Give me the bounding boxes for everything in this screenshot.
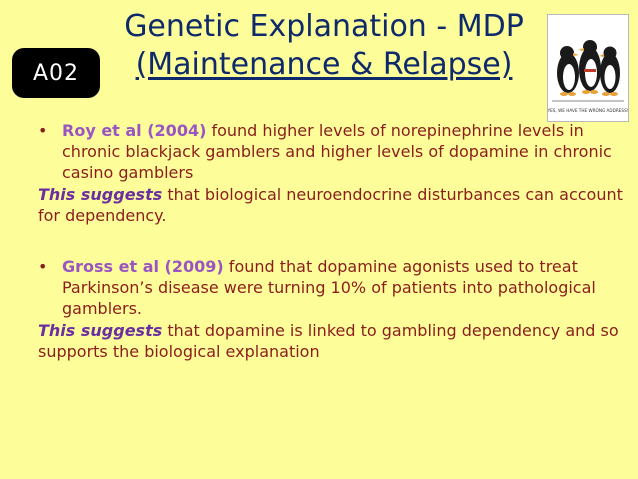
bullet-marker: • xyxy=(38,257,48,276)
bullet-text: found higher levels of norepinephrine levels in chronic blackjack gamblers and higher levels of dopamine in chronic casino gamblers xyxy=(62,121,612,182)
bullet-point-1 xyxy=(38,120,628,183)
citation-roy: Roy et al (2004) xyxy=(62,121,207,140)
suggestion-2 xyxy=(38,320,628,362)
suggestion-text: that biological neuroendocrine disturbances can account for dependency. xyxy=(38,185,623,225)
title-line-2: (Maintenance & Relapse) xyxy=(135,47,513,82)
bullet-point-2 xyxy=(38,256,628,319)
suggestion-text: that dopamine is linked to gambling dependency and so supports the biological explanation xyxy=(38,321,619,361)
suggestion-lead: This suggests xyxy=(38,321,163,340)
slide-title xyxy=(104,8,544,84)
suggestion-lead: This suggests xyxy=(38,185,163,204)
content-area xyxy=(38,120,628,362)
citation-gross: Gross et al (2009) xyxy=(62,257,224,276)
bullet-marker: • xyxy=(38,121,48,140)
suggestion-1 xyxy=(38,184,628,226)
penguin-cartoon xyxy=(547,14,629,122)
penguin-cartoon-image xyxy=(548,15,628,121)
badge-label: A02 xyxy=(32,60,80,86)
bullet-text: found that dopamine agonists used to treat Parkinson’s disease were turning 10% of patients into pathological gamblers. xyxy=(62,257,596,318)
ao2-badge xyxy=(12,48,100,98)
cartoon-caption: YES, WE HAVE THE WRONG ADDRESS! xyxy=(548,108,628,113)
title-line-1: Genetic Explanation - MDP xyxy=(124,9,524,44)
